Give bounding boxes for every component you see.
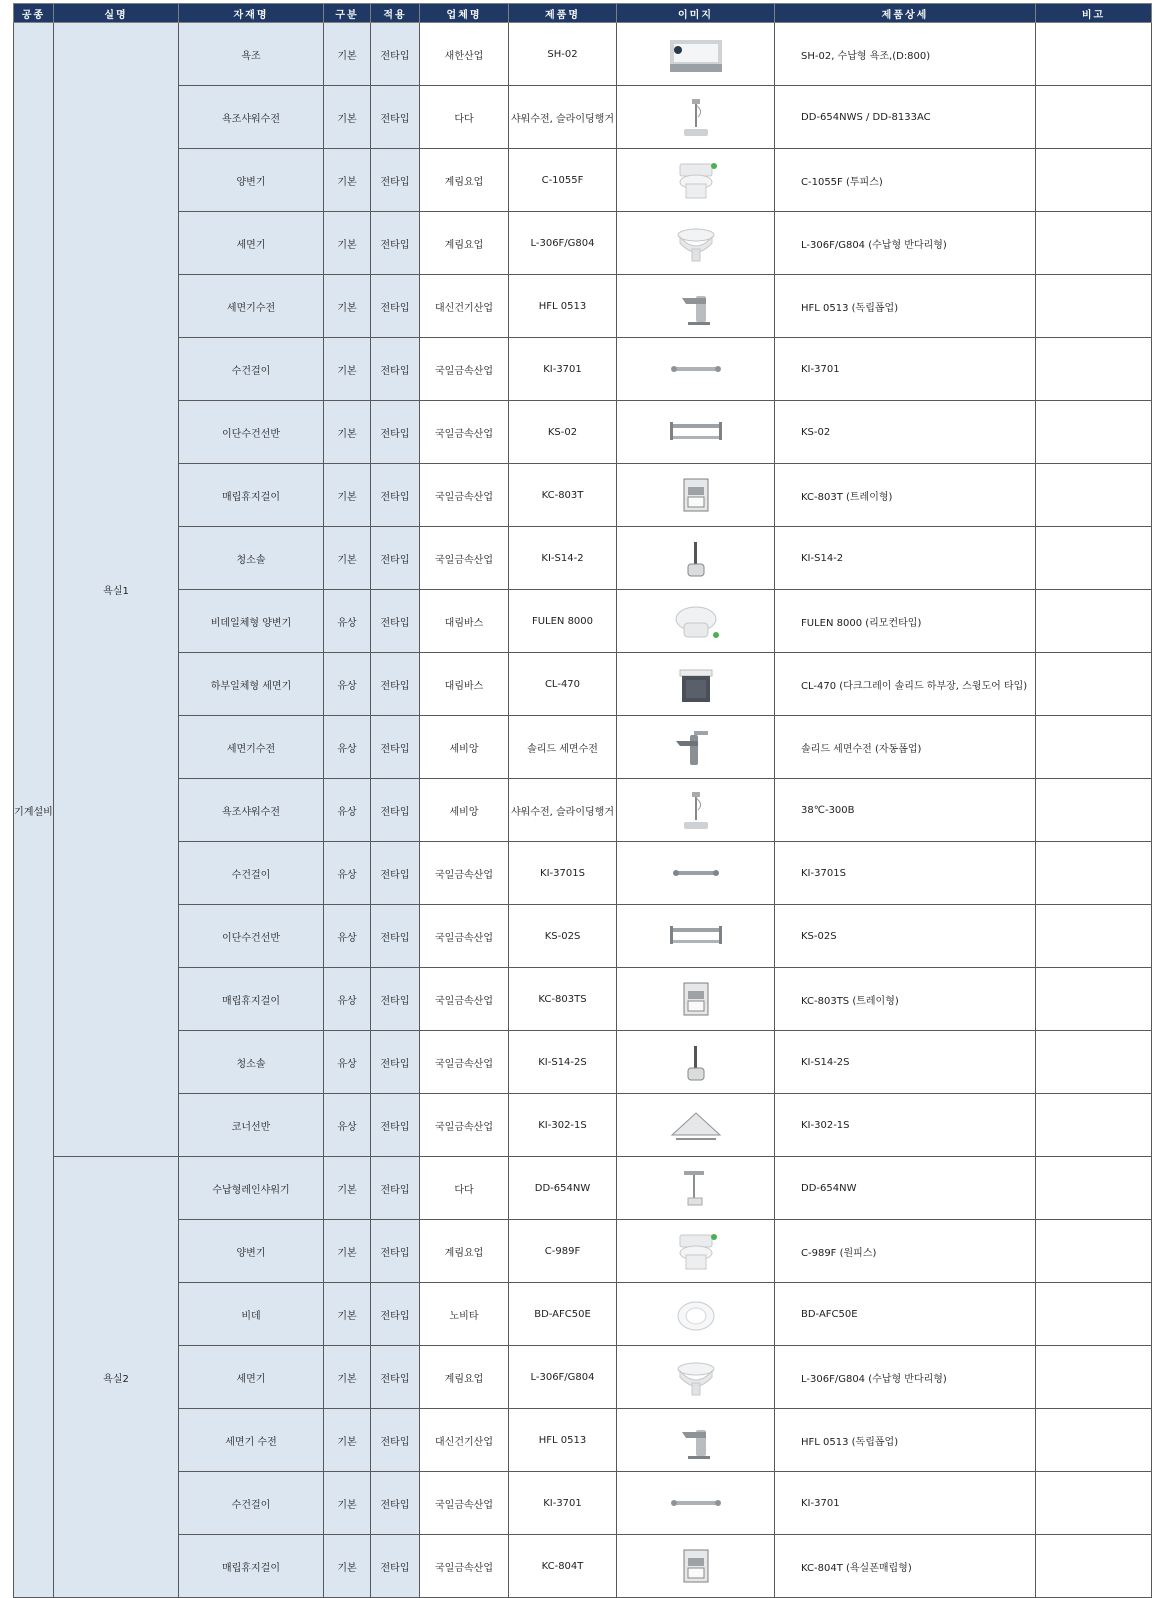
gubun-cell: 기본 (324, 1472, 371, 1535)
table-row (14, 1535, 1152, 1598)
material-cell: 하부일체형 세면기 (179, 653, 324, 716)
table-row (14, 1031, 1152, 1094)
apply-cell: 전타입 (371, 716, 420, 779)
detail-cell: SH-02, 수납형 욕조,(D:800) (775, 23, 1036, 86)
remark-cell (1036, 527, 1152, 590)
gubun-cell: 유상 (324, 590, 371, 653)
table-row (14, 1409, 1152, 1472)
detail-cell: DD-654NWS / DD-8133AC (775, 86, 1036, 149)
table-row (14, 23, 1152, 86)
company-cell: 국일금속산업 (420, 1535, 509, 1598)
gubun-cell: 기본 (324, 1283, 371, 1346)
table-row (14, 1472, 1152, 1535)
product-image-cell (617, 716, 775, 779)
product-image-cell (617, 527, 775, 590)
material-cell: 세면기수전 (179, 275, 324, 338)
room-name-cell: 욕실1 (54, 23, 179, 1157)
detail-cell: DD-654NW (775, 1157, 1036, 1220)
apply-cell: 전타입 (371, 1346, 420, 1409)
company-cell: 국일금속산업 (420, 968, 509, 1031)
towel-bar-icon (666, 1483, 726, 1523)
brush-icon (666, 538, 726, 578)
apply-cell: 전타입 (371, 464, 420, 527)
table-row (14, 464, 1152, 527)
remark-cell (1036, 968, 1152, 1031)
apply-cell: 전타입 (371, 1283, 420, 1346)
remark-cell (1036, 1535, 1152, 1598)
detail-cell: BD-AFC50E (775, 1283, 1036, 1346)
gubun-cell: 기본 (324, 149, 371, 212)
material-cell: 욕조 (179, 23, 324, 86)
bathtub-icon (666, 34, 726, 74)
table-row (14, 905, 1152, 968)
table-row (14, 212, 1152, 275)
gubun-cell: 기본 (324, 464, 371, 527)
remark-cell (1036, 149, 1152, 212)
material-cell: 이단수건선반 (179, 401, 324, 464)
vanity-icon (666, 664, 726, 704)
remark-cell (1036, 653, 1152, 716)
table-row (14, 1283, 1152, 1346)
company-cell: 세비앙 (420, 779, 509, 842)
product-cell: HFL 0513 (509, 1409, 617, 1472)
material-cell: 세면기 수전 (179, 1409, 324, 1472)
detail-cell: HFL 0513 (독립폽업) (775, 1409, 1036, 1472)
product-cell: HFL 0513 (509, 275, 617, 338)
table-row (14, 842, 1152, 905)
detail-cell: 솔리드 세면수전 (자동폽업) (775, 716, 1036, 779)
apply-cell: 전타입 (371, 905, 420, 968)
detail-cell: KC-803TS (트레이형) (775, 968, 1036, 1031)
apply-cell: 전타입 (371, 653, 420, 716)
paper-holder-icon (666, 475, 726, 515)
gubun-cell: 유상 (324, 968, 371, 1031)
apply-cell: 전타입 (371, 275, 420, 338)
material-cell: 이단수건선반 (179, 905, 324, 968)
toilet-icon (666, 160, 726, 200)
apply-cell: 전타입 (371, 212, 420, 275)
gubun-cell: 기본 (324, 212, 371, 275)
detail-cell: KI-3701 (775, 338, 1036, 401)
material-cell: 양변기 (179, 149, 324, 212)
corner-shelf-icon (666, 1105, 726, 1145)
company-cell: 국일금속산업 (420, 842, 509, 905)
product-image-cell (617, 1472, 775, 1535)
product-image-cell (617, 1220, 775, 1283)
product-image-cell (617, 779, 775, 842)
product-cell: SH-02 (509, 23, 617, 86)
product-image-cell (617, 1535, 775, 1598)
washbasin-icon (666, 223, 726, 263)
detail-cell: L-306F/G804 (수납형 반다리형) (775, 212, 1036, 275)
apply-cell: 전타입 (371, 1094, 420, 1157)
gubun-cell: 기본 (324, 527, 371, 590)
remark-cell (1036, 779, 1152, 842)
material-cell: 청소솔 (179, 527, 324, 590)
detail-cell: L-306F/G804 (수납형 반다리형) (775, 1346, 1036, 1409)
bidet-icon (666, 1294, 726, 1334)
header-remark: 비고 (1036, 4, 1152, 23)
material-cell: 비데 (179, 1283, 324, 1346)
gubun-cell: 기본 (324, 1220, 371, 1283)
gubun-cell: 유상 (324, 779, 371, 842)
remark-cell (1036, 1220, 1152, 1283)
material-cell: 세면기 (179, 212, 324, 275)
remark-cell (1036, 590, 1152, 653)
product-cell: KC-803TS (509, 968, 617, 1031)
apply-cell: 전타입 (371, 149, 420, 212)
material-cell: 수건걸이 (179, 842, 324, 905)
material-cell: 세면기 (179, 1346, 324, 1409)
detail-cell: KS-02 (775, 401, 1036, 464)
company-cell: 국일금속산업 (420, 1031, 509, 1094)
faucet-icon (666, 1420, 726, 1460)
product-image-cell (617, 1031, 775, 1094)
smart-toilet-icon (666, 601, 726, 641)
remark-cell (1036, 23, 1152, 86)
product-image-cell (617, 338, 775, 401)
detail-cell: HFL 0513 (독립폽업) (775, 275, 1036, 338)
header-image: 이미지 (617, 4, 775, 23)
product-image-cell (617, 1157, 775, 1220)
material-cell: 비데일체형 양변기 (179, 590, 324, 653)
material-cell: 수납형레인샤워기 (179, 1157, 324, 1220)
company-cell: 계림요업 (420, 1220, 509, 1283)
detail-cell: KI-302-1S (775, 1094, 1036, 1157)
product-cell: KI-S14-2 (509, 527, 617, 590)
towel-bar-s-icon (666, 853, 726, 893)
header-detail: 제품상세 (775, 4, 1036, 23)
detail-cell: CL-470 (다크그레이 솔리드 하부장, 스윙도어 타입) (775, 653, 1036, 716)
remark-cell (1036, 338, 1152, 401)
product-cell: FULEN 8000 (509, 590, 617, 653)
product-cell: KI-3701 (509, 1472, 617, 1535)
gubun-cell: 유상 (324, 905, 371, 968)
company-cell: 국일금속산업 (420, 527, 509, 590)
product-image-cell (617, 968, 775, 1031)
remark-cell (1036, 1346, 1152, 1409)
remark-cell (1036, 905, 1152, 968)
detail-cell: KS-02S (775, 905, 1036, 968)
product-cell: KS-02 (509, 401, 617, 464)
header-gubun: 구분 (324, 4, 371, 23)
product-image-cell (617, 653, 775, 716)
gongjong-cell: 기계설비 (14, 23, 54, 1598)
header-row (14, 4, 1152, 23)
header-material: 자재명 (179, 4, 324, 23)
apply-cell: 전타입 (371, 1472, 420, 1535)
company-cell: 국일금속산업 (420, 401, 509, 464)
apply-cell: 전타입 (371, 1535, 420, 1598)
product-cell: KC-803T (509, 464, 617, 527)
gubun-cell: 기본 (324, 1157, 371, 1220)
remark-cell (1036, 86, 1152, 149)
table-row (14, 1157, 1152, 1220)
detail-cell: KC-804T (욕실폰매립형) (775, 1535, 1036, 1598)
apply-cell: 전타입 (371, 842, 420, 905)
apply-cell: 전타입 (371, 968, 420, 1031)
company-cell: 국일금속산업 (420, 905, 509, 968)
product-image-cell (617, 464, 775, 527)
company-cell: 다다 (420, 86, 509, 149)
company-cell: 세비앙 (420, 716, 509, 779)
faucet-icon (666, 286, 726, 326)
material-spec-table (13, 3, 1152, 1598)
gubun-cell: 유상 (324, 653, 371, 716)
product-image-cell (617, 212, 775, 275)
remark-cell (1036, 275, 1152, 338)
towel-shelf-icon (666, 412, 726, 452)
apply-cell: 전타입 (371, 590, 420, 653)
table-row (14, 527, 1152, 590)
product-cell: KI-3701 (509, 338, 617, 401)
apply-cell: 전타입 (371, 23, 420, 86)
detail-cell: KC-803T (트레이형) (775, 464, 1036, 527)
table-row (14, 1220, 1152, 1283)
product-cell: 샤워수전, 슬라이딩행거 (509, 86, 617, 149)
product-image-cell (617, 1346, 775, 1409)
apply-cell: 전타입 (371, 338, 420, 401)
remark-cell (1036, 464, 1152, 527)
apply-cell: 전타입 (371, 401, 420, 464)
shower-set-icon (666, 97, 726, 137)
shower-set-icon (666, 790, 726, 830)
gubun-cell: 기본 (324, 401, 371, 464)
company-cell: 대신건기산업 (420, 1409, 509, 1472)
towel-shelf-icon (666, 916, 726, 956)
company-cell: 국일금속산업 (420, 464, 509, 527)
material-cell: 매립휴지걸이 (179, 968, 324, 1031)
table-row (14, 1094, 1152, 1157)
product-cell: KI-S14-2S (509, 1031, 617, 1094)
material-cell: 양변기 (179, 1220, 324, 1283)
apply-cell: 전타입 (371, 1157, 420, 1220)
product-cell: 솔리드 세면수전 (509, 716, 617, 779)
product-image-cell (617, 401, 775, 464)
faucet-tall-icon (666, 727, 726, 767)
remark-cell (1036, 1094, 1152, 1157)
detail-cell: FULEN 8000 (리모컨타입) (775, 590, 1036, 653)
detail-cell: KI-3701S (775, 842, 1036, 905)
company-cell: 노비타 (420, 1283, 509, 1346)
company-cell: 대림바스 (420, 653, 509, 716)
room-name-cell: 욕실2 (54, 1157, 179, 1598)
gubun-cell: 기본 (324, 338, 371, 401)
product-image-cell (617, 275, 775, 338)
apply-cell: 전타입 (371, 86, 420, 149)
remark-cell (1036, 212, 1152, 275)
material-cell: 수건걸이 (179, 1472, 324, 1535)
gubun-cell: 기본 (324, 1346, 371, 1409)
gubun-cell: 유상 (324, 842, 371, 905)
product-image-cell (617, 1409, 775, 1472)
product-cell: L-306F/G804 (509, 212, 617, 275)
washbasin-icon (666, 1357, 726, 1397)
product-cell: KC-804T (509, 1535, 617, 1598)
product-cell: L-306F/G804 (509, 1346, 617, 1409)
table-row (14, 716, 1152, 779)
remark-cell (1036, 1283, 1152, 1346)
gubun-cell: 기본 (324, 1409, 371, 1472)
product-cell: C-1055F (509, 149, 617, 212)
header-room: 실명 (54, 4, 179, 23)
table-row (14, 86, 1152, 149)
product-image-cell (617, 23, 775, 86)
brush-icon (666, 1042, 726, 1082)
remark-cell (1036, 1472, 1152, 1535)
detail-cell: KI-3701 (775, 1472, 1036, 1535)
company-cell: 국일금속산업 (420, 338, 509, 401)
product-cell: KI-302-1S (509, 1094, 617, 1157)
toilet-icon (666, 1231, 726, 1271)
material-cell: 수건걸이 (179, 338, 324, 401)
detail-cell: C-1055F (투피스) (775, 149, 1036, 212)
gubun-cell: 유상 (324, 1094, 371, 1157)
table-row (14, 968, 1152, 1031)
company-cell: 계림요업 (420, 149, 509, 212)
detail-cell: KI-S14-2S (775, 1031, 1036, 1094)
remark-cell (1036, 1157, 1152, 1220)
gubun-cell: 유상 (324, 1031, 371, 1094)
product-cell: BD-AFC50E (509, 1283, 617, 1346)
gubun-cell: 기본 (324, 275, 371, 338)
rain-shower-icon (666, 1168, 726, 1208)
product-image-cell (617, 590, 775, 653)
material-cell: 욕조샤워수전 (179, 86, 324, 149)
gubun-cell: 기본 (324, 86, 371, 149)
paper-holder-icon (666, 1546, 726, 1586)
company-cell: 국일금속산업 (420, 1094, 509, 1157)
company-cell: 다다 (420, 1157, 509, 1220)
material-cell: 코너선반 (179, 1094, 324, 1157)
header-company: 업체명 (420, 4, 509, 23)
towel-bar-icon (666, 349, 726, 389)
material-cell: 매립휴지걸이 (179, 464, 324, 527)
product-image-cell (617, 1283, 775, 1346)
table-row (14, 149, 1152, 212)
remark-cell (1036, 716, 1152, 779)
product-cell: C-989F (509, 1220, 617, 1283)
material-cell: 매립휴지걸이 (179, 1535, 324, 1598)
company-cell: 새한산업 (420, 23, 509, 86)
table-body (14, 23, 1152, 1598)
gubun-cell: 유상 (324, 716, 371, 779)
table-row (14, 653, 1152, 716)
product-image-cell (617, 842, 775, 905)
detail-cell: KI-S14-2 (775, 527, 1036, 590)
header-product: 제품명 (509, 4, 617, 23)
product-image-cell (617, 149, 775, 212)
product-cell: KI-3701S (509, 842, 617, 905)
product-cell: DD-654NW (509, 1157, 617, 1220)
remark-cell (1036, 1031, 1152, 1094)
detail-cell: C-989F (원피스) (775, 1220, 1036, 1283)
paper-holder-icon (666, 979, 726, 1019)
product-cell: CL-470 (509, 653, 617, 716)
table-row (14, 275, 1152, 338)
company-cell: 국일금속산업 (420, 1472, 509, 1535)
product-image-cell (617, 86, 775, 149)
header-apply: 적용 (371, 4, 420, 23)
company-cell: 계림요업 (420, 212, 509, 275)
company-cell: 계림요업 (420, 1346, 509, 1409)
gubun-cell: 기본 (324, 23, 371, 86)
company-cell: 대신건기산업 (420, 275, 509, 338)
product-cell: KS-02S (509, 905, 617, 968)
table-row (14, 590, 1152, 653)
apply-cell: 전타입 (371, 1220, 420, 1283)
remark-cell (1036, 842, 1152, 905)
apply-cell: 전타입 (371, 1409, 420, 1472)
material-cell: 욕조샤워수전 (179, 779, 324, 842)
remark-cell (1036, 1409, 1152, 1472)
table-row (14, 1346, 1152, 1409)
table-row (14, 338, 1152, 401)
remark-cell (1036, 401, 1152, 464)
material-cell: 세면기수전 (179, 716, 324, 779)
table-row (14, 779, 1152, 842)
gubun-cell: 기본 (324, 1535, 371, 1598)
company-cell: 대림바스 (420, 590, 509, 653)
apply-cell: 전타입 (371, 779, 420, 842)
header-gongjong: 공종 (14, 4, 54, 23)
apply-cell: 전타입 (371, 527, 420, 590)
detail-cell: 38℃-300B (775, 779, 1036, 842)
product-image-cell (617, 1094, 775, 1157)
apply-cell: 전타입 (371, 1031, 420, 1094)
material-cell: 청소솔 (179, 1031, 324, 1094)
product-cell: 샤워수전, 슬라이딩행거 (509, 779, 617, 842)
table-row (14, 401, 1152, 464)
product-image-cell (617, 905, 775, 968)
